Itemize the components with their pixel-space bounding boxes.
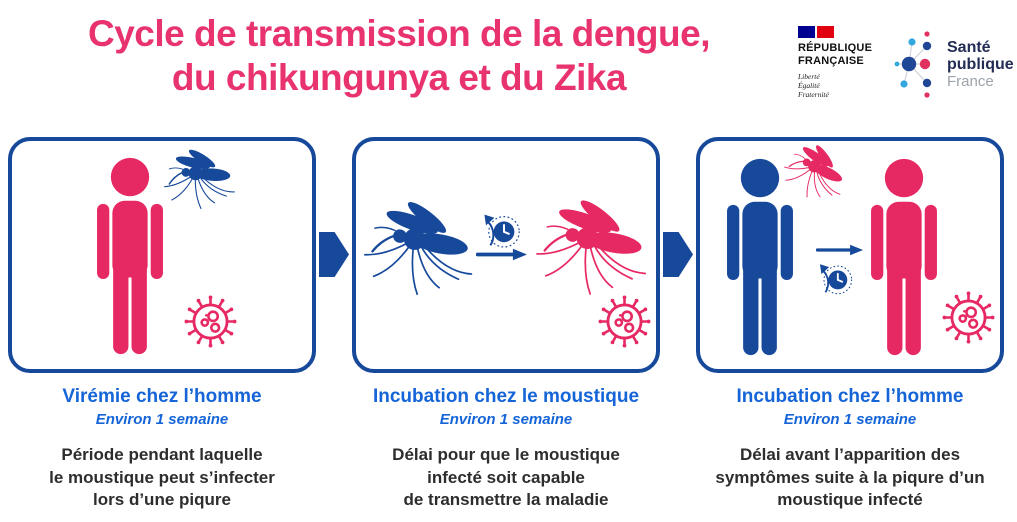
sante-publique-france-logo [894, 26, 1014, 102]
clock-rotation-icon [816, 261, 856, 301]
arrow-right-icon [816, 243, 864, 257]
caption-viremie [8, 386, 316, 512]
panel-viremie [8, 137, 316, 373]
republique-francaise-logo [798, 26, 876, 99]
title-line-1: Cycle de transmission de la dengue, [88, 13, 710, 54]
stage-column-incubation-moustique [352, 137, 660, 512]
french-flag-icon [798, 26, 876, 38]
logo-group [798, 26, 1014, 102]
panel-description: Délai avant l’apparition des symptômes suite à la piqure d’un moustique infecté [715, 445, 985, 509]
caption-incubation-homme [696, 386, 1004, 512]
mosquito-icon [151, 137, 249, 220]
rf-logo-motto: Liberté Égalité Fraternité [798, 72, 829, 99]
panel-description: Période pendant laquelle le moustique peut s’infecter lors d’une piqure [49, 445, 275, 509]
spf-dots-network-icon [894, 26, 940, 102]
arrow-right-icon [476, 247, 528, 262]
panel-description: Délai pour que le moustique infecté soit capable de transmettre la maladie [392, 445, 620, 509]
caption-incubation-moustique [352, 386, 660, 512]
flow-arrow-icon [663, 232, 693, 277]
page-title [0, 12, 798, 102]
spf-logo-text: Santé publique France [947, 38, 1014, 90]
virus-icon [596, 293, 653, 350]
rf-logo-name: RÉPUBLIQUE FRANÇAISE [798, 42, 873, 67]
panel-duration: Environ 1 semaine [439, 411, 573, 428]
virus-icon [182, 293, 239, 350]
virus-icon [940, 289, 997, 346]
mosquito-icon [352, 173, 494, 316]
panel-incubation-moustique [352, 137, 660, 373]
cycle-diagram [8, 137, 1004, 512]
panel-heading: Incubation chez l’homme [736, 386, 964, 407]
header [0, 0, 1017, 102]
panel-heading: Virémie chez l’homme [62, 386, 262, 407]
mosquito-icon [776, 137, 858, 206]
panel-heading: Incubation chez le moustique [372, 386, 640, 407]
stage-column-viremie [8, 137, 316, 512]
panel-incubation-homme [696, 137, 1004, 373]
panel-duration: Environ 1 semaine [95, 411, 229, 428]
panel-duration: Environ 1 semaine [783, 411, 917, 428]
flow-gap-1 [316, 137, 352, 277]
flow-gap-2 [660, 137, 696, 277]
title-line-2: du chikungunya et du Zika [171, 57, 627, 98]
infected-person-icon [858, 157, 950, 357]
flow-arrow-icon [319, 232, 349, 277]
stage-column-incubation-homme [696, 137, 1004, 512]
